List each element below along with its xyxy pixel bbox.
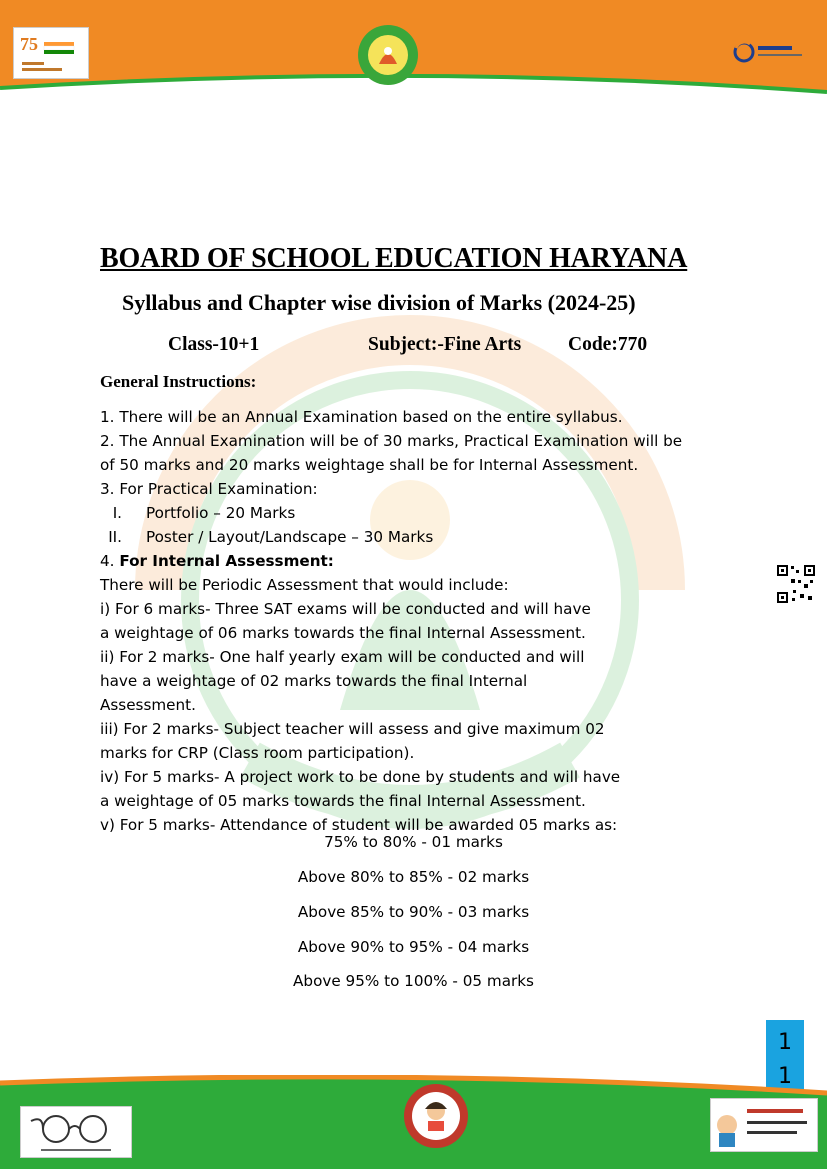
practical-item-number: II. [108,528,122,546]
swachh-bharat-logo [20,1106,132,1158]
beti-bachao-logo [403,1083,469,1149]
ia-line: a weightage of 05 marks towards the final Internal Assessment. [100,792,586,810]
attendance-row: Above 85% to 90% - 03 marks [297,903,530,921]
practical-item-number: I. [112,504,122,522]
internal-assessment-heading [100,549,682,573]
instructions-heading: General Instructions: [100,372,257,391]
shiksha-adhikar-logo [710,1098,818,1152]
attendance-row: Above 95% to 100% - 05 marks [293,972,534,990]
instruction-line: 1. There will be an Annual Examination based on the entire syllabus. [100,408,623,426]
svg-text:75: 75 [20,34,38,54]
ia-heading-text: For Internal Assessment: [119,552,334,570]
azadi-ka-amrit-mahotsav-logo [13,27,89,79]
ia-line: There will be Periodic Assessment that would include: [100,576,509,594]
ia-line: iv) For 5 marks- A project work to be done by students and will have [100,768,621,786]
document-subtitle: Syllabus and Chapter wise division of Marks (2024-25) [122,290,636,315]
document-title: BOARD OF SCHOOL EDUCATION HARYANA [100,243,688,274]
subject-label: Subject:-Fine Arts [368,334,522,355]
practical-item [100,525,682,549]
page-number-digit: 1 [778,1030,792,1055]
code-label: Code:770 [568,334,648,355]
attendance-row: Above 90% to 95% - 04 marks [297,938,530,956]
ia-line: a weightage of 06 marks towards the final Internal Assessment. [100,624,586,642]
page-number-digit: 1 [778,1064,792,1089]
ia-prefix: 4. [100,552,120,570]
board-emblem-icon [357,24,419,86]
practical-item-text: Portfolio – 20 Marks [146,504,296,522]
instructions-body [100,405,682,837]
digital-india-logo [732,38,812,68]
instruction-line: 2. The Annual Examination will be of 30 marks, Practical Examination will be [100,432,683,450]
ia-line: have a weightage of 02 marks towards the final Internal [100,672,528,690]
ia-line: v) For 5 marks- Attendance of student will be awarded 05 marks as: [100,816,618,834]
ia-line: Assessment. [100,696,196,714]
practical-item [100,501,682,525]
class-label: Class-10+1 [168,334,260,355]
practical-item-text: Poster / Layout/Landscape – 30 Marks [146,528,434,546]
qr-code-icon [776,564,816,604]
ia-line: iii) For 2 marks- Subject teacher will assess and give maximum 02 [100,720,605,738]
ia-line: i) For 6 marks- Three SAT exams will be conducted and will have [100,600,591,618]
ia-line: ii) For 2 marks- One half yearly exam will be conducted and will [100,648,585,666]
ia-line: marks for CRP (Class room participation). [100,744,415,762]
attendance-row: Above 80% to 85% - 02 marks [297,868,530,886]
instruction-line: 3. For Practical Examination: [100,480,318,498]
instruction-line: of 50 marks and 20 marks weightage shall be for Internal Assessment. [100,456,639,474]
attendance-row: 75% to 80% - 01 marks [324,833,503,851]
